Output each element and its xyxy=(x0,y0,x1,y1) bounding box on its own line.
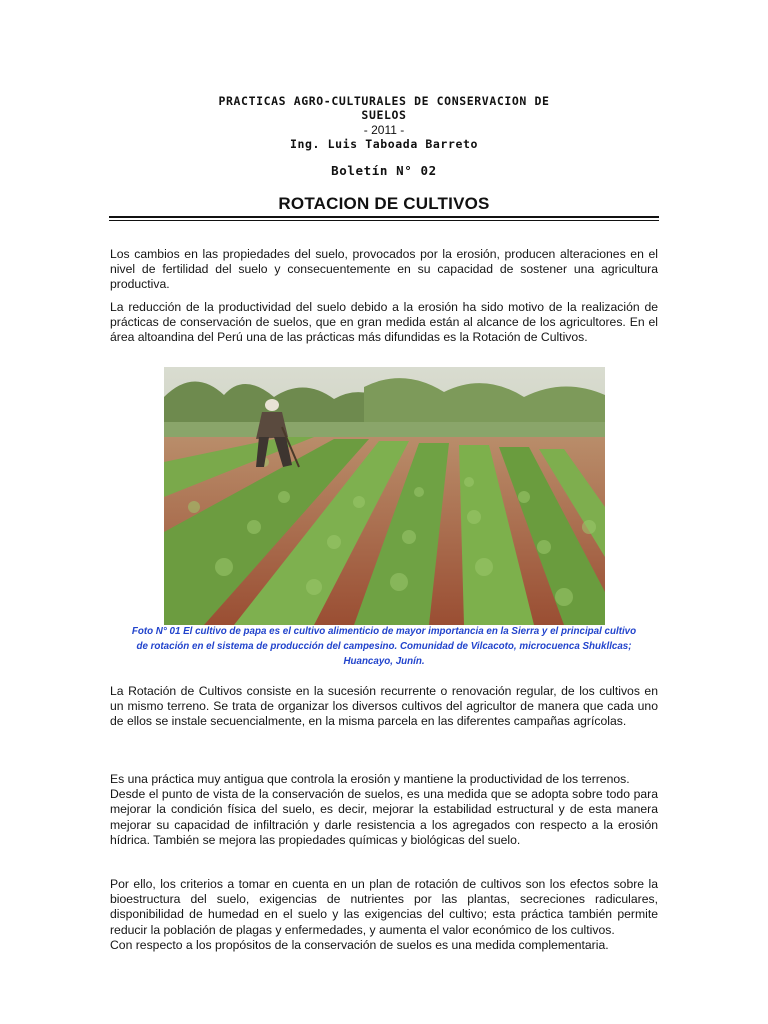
main-title: ROTACION DE CULTIVOS xyxy=(278,194,490,213)
paragraph-3: La Rotación de Cultivos consiste en la sucesión recurrente o renovación regular, de los cultivos en un mismo terreno. Se trata de organizar los diversos cultivos del agricultor de manera que cada uno de ellos se instale secuencialmente, en la misma parcela en las diferentes campañas agrícolas. xyxy=(110,684,658,729)
photo-caption xyxy=(110,625,658,669)
paragraph-2: La reducción de la productividad del suelo debido a la erosión ha sido motivo de la realización de prácticas de conservación de suelos, que en gran medida están al alcance de los agricultores. En el área altoandina del Perú una de las prácticas más difundidas es la Rotación de Cultivos. xyxy=(110,300,658,345)
title-rule-thin xyxy=(109,220,659,221)
paragraph-4 xyxy=(110,772,658,848)
caption-line-3: Huancayo, Junín. xyxy=(343,655,425,667)
document-title-line1: PRACTICAS AGRO-CULTURALES DE CONSERVACION DE xyxy=(218,94,550,108)
caption-line-2: de rotación en el sistema de producción del campesino. Comunidad de Vilcacoto, microcuenca Shukllcas; xyxy=(136,640,632,652)
paragraph-5 xyxy=(110,877,658,953)
paragraph-4a: Es una práctica muy antigua que controla la erosión y mantiene la productividad de los terrenos. xyxy=(110,772,630,786)
field-photo xyxy=(164,367,605,625)
paragraph-1: Los cambios en las propiedades del suelo, provocados por la erosión, producen alteraciones en el nivel de fertilidad del suelo y consecuentemente en su capacidad de sostener una agricultura productiva. xyxy=(110,247,658,292)
document-year: - 2011 - xyxy=(363,123,405,137)
title-rule-thick xyxy=(109,216,659,218)
document-title-line2: SUELOS xyxy=(361,108,407,122)
caption-line-1: Foto N° 01 El cultivo de papa es el cultivo alimenticio de mayor importancia en la Sierra y el principal cultivo xyxy=(131,626,637,637)
paragraph-5b: Con respecto a los propósitos de la conservación de suelos es una medida complementaria. xyxy=(110,937,609,952)
paragraph-5a: Por ello, los criterios a tomar en cuenta en un plan de rotación de cultivos son los efectos sobre la bioestructura del suelo, exigencias de nutrientes por las plantas, secreciones radiculares, disponibilidad de humedad en el suelo y las exigencias del cultivo; esta práctica también permite reducir la población de plagas y enfermedades, y aumenta el valor económico de los cultivos. xyxy=(110,877,658,937)
paragraph-4b: Desde el punto de vista de la conservación de suelos, es una medida que se adopta sobre todo para mejorar la condición física del suelo, es decir, mejorar la estabilidad estructural y de esta manera mejorar su capacidad de infiltración y darle resistencia a los agregados con respecto a la erosión hídrica. También se mejora las propiedades químicas y biológicas del suelo. xyxy=(110,787,658,847)
document-author: Ing. Luis Taboada Barreto xyxy=(289,137,479,151)
bulletin-number: Boletín N° 02 xyxy=(331,163,437,178)
